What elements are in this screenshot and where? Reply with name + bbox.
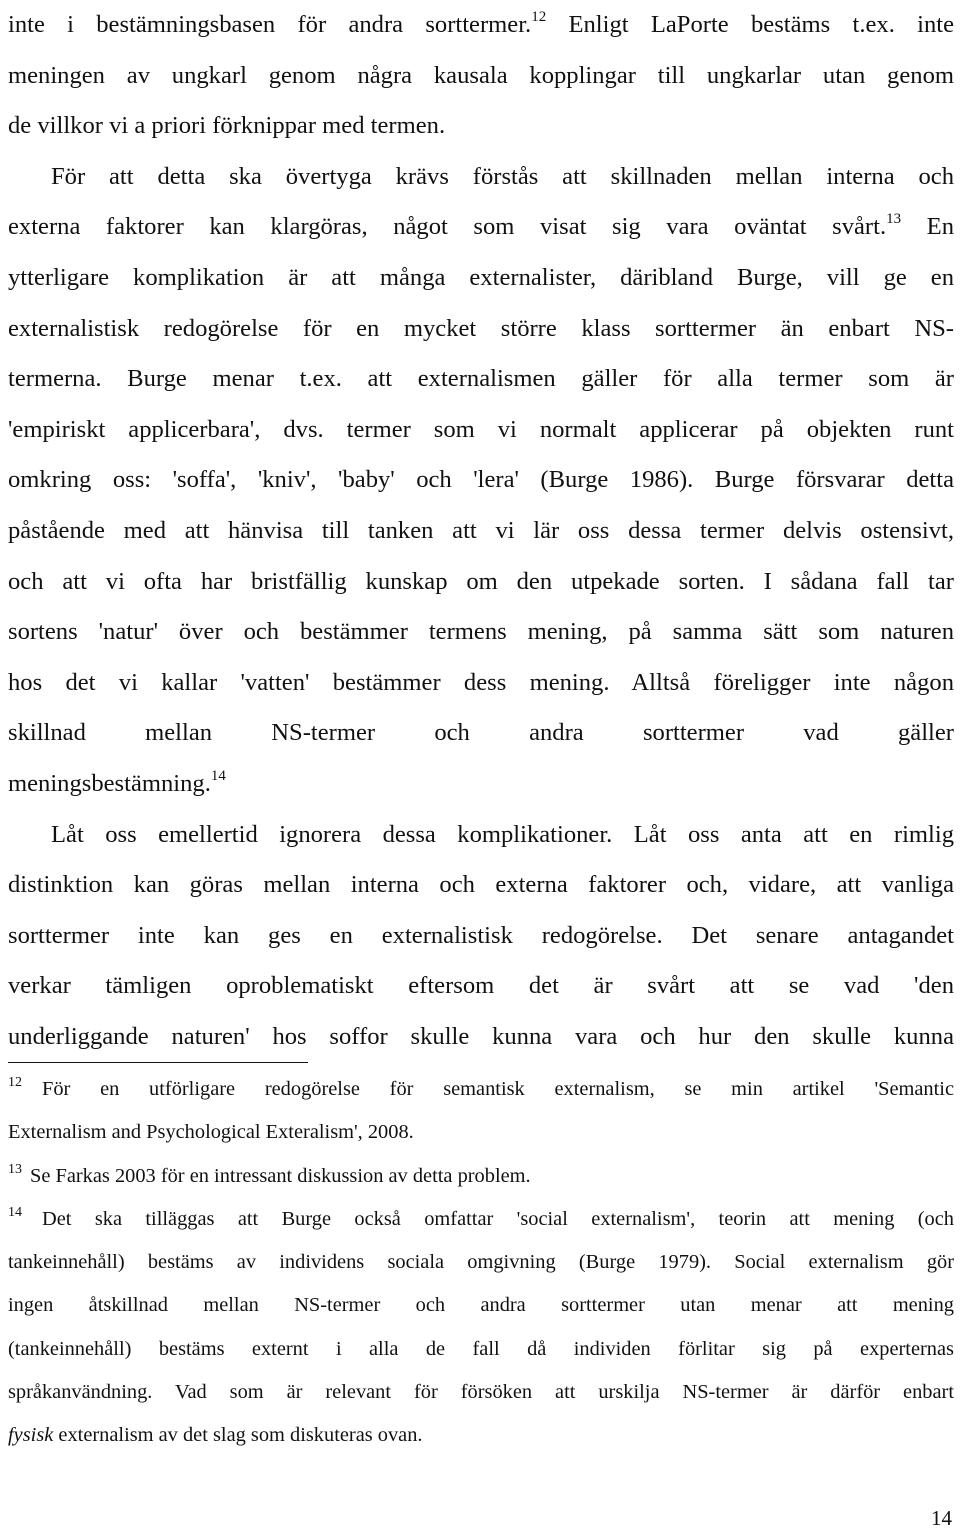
footnote-14-line-2: tankeinnehåll) bestäms av individens sociala omgivning (Burge 1979). Social externalism gör — [8, 1251, 954, 1274]
body-line-1 — [8, 0, 954, 51]
body-line-14: hos det vi kallar 'vatten' bestämmer dess mening. Alltså föreligger inte någon — [8, 668, 954, 696]
italic-term: fysisk — [8, 1424, 54, 1447]
page-number: 14 — [931, 1506, 952, 1530]
body-line-13: sortens 'natur' över och bestämmer termens mening, på samma sätt som naturen — [8, 618, 954, 646]
footnote-12-line-2: Externalism and Psychological Exteralism', 2008. — [8, 1121, 414, 1144]
body-line-20: verkar tämligen oproblematiskt eftersom det är svårt att se vad 'den — [8, 972, 954, 1000]
body-line-21: underliggande naturen' hos soffor skulle kunna vara och hur den skulle kunna — [8, 1022, 954, 1050]
footnote-14-text: Det ska tilläggas att Burge också omfattar 'social externalism', teorin att mening (och — [42, 1207, 954, 1230]
footnote-12-text: För en utförligare redogörelse för semantisk externalism, se min artikel 'Semantic — [42, 1078, 954, 1100]
footnote-number-12: 12 — [8, 1075, 22, 1090]
body-line-7: externalistisk redogörelse för en mycket större klass sorttermer än enbart NS- — [8, 314, 954, 342]
footnote-ref-12[interactable]: 12 — [531, 8, 547, 25]
body-line-6: ytterligare komplikation är att många externalister, däribland Burge, vill ge en — [8, 263, 954, 291]
body-line-9: 'empiriskt applicerbara', dvs. termer som vi normalt applicerar på objekten runt — [8, 415, 954, 443]
body-line-4: För att detta ska övertyga krävs förstås att skillnaden mellan interna och — [51, 162, 954, 190]
footnote-14-line-1 — [8, 1198, 954, 1241]
body-line-19: sorttermer inte kan ges en externalistisk redogörelse. Det senare antagandet — [8, 921, 954, 949]
body-line-16-text: meningsbestämning. — [8, 769, 211, 797]
footnote-14-line-6-text: externalism av det slag som diskuteras ovan. — [53, 1424, 423, 1447]
body-line-2: meningen av ungkarl genom några kausala kopplingar till ungkarlar utan genom — [8, 61, 954, 89]
footnote-14-line-6 — [8, 1414, 954, 1457]
body-line-16 — [8, 759, 954, 810]
footnote-13-text: Se Farkas 2003 för en intressant diskussion av detta problem. — [30, 1164, 531, 1187]
footnote-ref-14[interactable]: 14 — [210, 767, 226, 784]
body-line-15: skillnad mellan NS-termer och andra sorttermer vad gäller — [8, 719, 954, 747]
footnote-separator — [8, 1062, 308, 1063]
body-line-5-tail: En — [901, 213, 954, 241]
footnote-14-line-3: ingen åtskillnad mellan NS-termer och andra sorttermer utan menar att mening — [8, 1294, 954, 1317]
footnote-number-14: 14 — [8, 1204, 22, 1220]
footnote-ref-13[interactable]: 13 — [886, 211, 902, 228]
body-line-10: omkring oss: 'soffa', 'kniv', 'baby' och 'lera' (Burge 1986). Burge försvarar detta — [8, 466, 954, 494]
footnotes — [8, 1068, 954, 1458]
body-line-17: Låt oss emellertid ignorera dessa komplikationer. Låt oss anta att en rimlig — [51, 820, 954, 848]
footnote-14-line-4: (tankeinnehåll) bestäms externt i alla de fall då individen förlitar sig på experternas — [8, 1337, 954, 1360]
body-line-11: påstående med att hänvisa till tanken att vi lär oss dessa termer delvis ostensivt, — [8, 516, 954, 544]
body-line-18: distinktion kan göras mellan interna och externa faktorer och, vidare, att vanliga — [8, 871, 954, 899]
body-line-1-text: inte i bestämningsbasen för andra sorttermer. — [8, 11, 532, 38]
footnote-12-line-1 — [8, 1068, 954, 1111]
footnote-14-line-5: språkanvändning. Vad som är relevant för försöken att urskilja NS-termer är därför enbart — [8, 1381, 954, 1404]
footnote-number-13: 13 — [8, 1161, 22, 1177]
body-text — [8, 0, 954, 1062]
footnote-13-line-1 — [8, 1155, 954, 1198]
body-line-8: termerna. Burge menar t.ex. att externalismen gäller för alla termer som är — [8, 365, 954, 393]
body-line-1-tail: Enligt LaPorte bestäms t.ex. inte — [546, 11, 955, 38]
body-line-5 — [8, 202, 954, 253]
body-line-5-text: externa faktorer kan klargöras, något som visat sig vara oväntat svårt. — [8, 213, 887, 241]
body-line-12: och att vi ofta har bristfällig kunskap om den utpekade sorten. I sådana fall tar — [8, 567, 954, 595]
body-line-3: de villkor vi a priori förknippar med termen. — [8, 112, 446, 140]
